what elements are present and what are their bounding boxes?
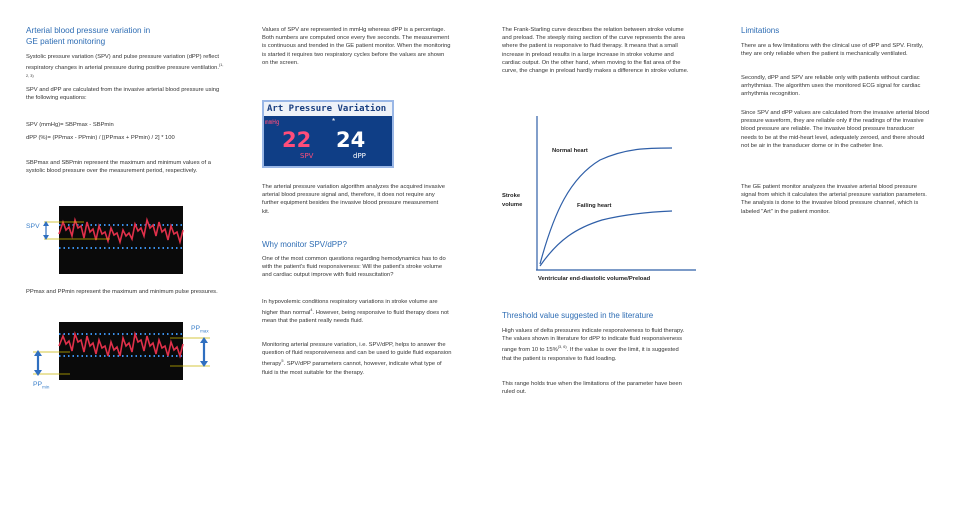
reference: (3, 6) xyxy=(557,345,567,350)
paragraph-threshold: High values of delta pressures indicate responsiveness to fluid therapy. The values shown in literature for dPP to indicate fluid responsiveness range from 10 to 15%$^{(3, 6)}$. If the value is over the limit, it is suggested that the patient is responsive to fluid loading. xyxy=(502,328,685,362)
reference: (1, 2, 3) xyxy=(26,63,224,79)
frank-starling-curve xyxy=(536,116,696,272)
dpp-value: 24 xyxy=(336,128,366,152)
equation-spv: SPV (mmHg)= SBPmax - SBPmin xyxy=(26,122,114,128)
threshold-heading: Threshold value suggested in the literature xyxy=(502,311,654,320)
paragraph-sbp: SBPmax and SBPmin represent the maximum and minimum values of a systolic blood pressure over the measurement period, respectively. xyxy=(26,160,211,175)
failing-heart-curve xyxy=(540,211,672,266)
section-heading-line-2: GE patient monitoring xyxy=(26,37,106,46)
paragraph-intro: Systolic pressure variation (SPV) and pulse pressure variation (dPP) reflect respiratory changes in arterial pressure during positive pressure ventilation.$^{(1, 2, 3)}$ xyxy=(26,54,224,79)
paragraph-limitations-1: There are a few limitations with the clinical use of dPP and SPV. Firstly, they are only reliable when the patient is mechanically ventilated. xyxy=(741,43,924,58)
paragraph-pp: PPmax and PPmin represent the maximum and minimum pulse pressures. xyxy=(26,289,218,295)
limitations-heading: Limitations xyxy=(741,26,780,35)
unit-label: mmHg xyxy=(265,119,280,126)
paragraph-monitoring: Monitoring arterial pressure variation, i.e. SPV/dPP, helps to answer the question of fluid responsiveness and can be used to guide fluid expansion therapy$^5$. SPV/dPP parameters cannot, however, indicate what type of fluid is the most suitable for the therapy. xyxy=(262,342,452,376)
paragraph-limitations-2: Secondly, dPP and SPV are reliable only with patients without cardiac arrhythmias. The algorithm uses the monitored ECG signal for cardiac arrhythmia recognition. xyxy=(741,75,921,98)
pp-min-arrow xyxy=(34,350,42,376)
paragraph-algorithm: The arterial pressure variation algorithm analyzes the acquired invasive arterial blood pressure signal and, therefore, it does not require any further equipment besides the invasive blood pressure measurement kit. xyxy=(262,184,446,215)
paragraph-values: Values of SPV are represented in mmHg whereas dPP is a percentage. Both numbers are computed once every five seconds. The measurement is continuous and trended in the GE patient monitor. When the monitoring is started it requires two respiratory cycles before the values are shown on the screen. xyxy=(262,27,451,66)
star-indicator: * xyxy=(332,117,336,126)
pp-waveform-figure xyxy=(30,322,216,382)
paragraph-frank-starling: The Frank-Starling curve describes the relation between stroke volume and preload. The steeply rising section of the curve represents the area where the patient is responsive to fluid therapy. It means that a small increase in preload results in a large increase in stroke volume and cardiac output. On the other hand, when moving to the flat area of the curve, the change in preload hardly makes a difference in stroke volume. xyxy=(502,27,689,75)
spv-value: 22 xyxy=(282,128,312,152)
paragraph-equations-intro: SPV and dPP are calculated from the invasive arterial blood pressure using the following equations: xyxy=(26,87,220,102)
reference: 5 xyxy=(281,359,284,364)
pp-max-label: $PP_{max}$ xyxy=(191,325,209,334)
paragraph-hypovolemic: In hypovolemic conditions respiratory variations in stroke volume are higher than normal$^4$. However, being responsive to fluid therapy does not mean that the patient really needs fluid. xyxy=(262,299,449,325)
why-monitor-heading: Why monitor SPV/dPP? xyxy=(262,240,347,249)
failing-heart-label: Failing heart xyxy=(577,203,612,209)
x-axis-label: Ventricular end-diastolic volume/Preload xyxy=(538,276,651,282)
pp-max-arrow xyxy=(200,337,208,367)
equation-dpp: dPP (%)= (PPmax - PPmin) / [(PPmax + PPmin) / 2] * 100 xyxy=(26,135,175,141)
display-title: Art Pressure Variation xyxy=(264,102,392,116)
y-axis-label-line-1: Stroke xyxy=(502,193,521,199)
paragraph-range: This range holds true when the limitations of the parameter have been ruled out. xyxy=(502,381,682,396)
spv-value-label: SPV xyxy=(300,152,314,160)
dpp-value-label: dPP xyxy=(353,152,366,160)
art-pressure-variation-display xyxy=(262,100,394,168)
paragraph-fluid-responsiveness: One of the most common questions regarding hemodynamics has to do with the patient's fluid responsiveness: Will the patient's stroke volume and cardiac output improve with fluid resuscitation? xyxy=(262,256,446,279)
section-heading-line-1: Arterial blood pressure variation in xyxy=(26,26,151,35)
spv-waveform-figure xyxy=(40,206,185,276)
paragraph-limitations-4: The GE patient monitor analyzes the invasive arterial blood pressure signal from which it calculates the arterial pressure variation parameters. The analysis is done to the invasive blood pressure channel, which is labeled "Art" in the patient monitor. xyxy=(741,184,927,215)
pp-min-label: $PP_{min}$ xyxy=(33,381,50,390)
spv-label: SPV xyxy=(26,223,40,230)
paragraph-limitations-3: Since SPV and dPP values are calculated from the invasive arterial blood pressure waveform, they are reliable only if the readings of the invasive blood pressure are reliable. The invasive blood pressure transducer needs to be at the mid-heart level, adequately zeroed, and there should not be air in the transducer dome or in the catheter line. xyxy=(741,110,930,149)
y-axis-label-line-2: volume xyxy=(502,202,523,208)
normal-heart-label: Normal heart xyxy=(552,148,588,154)
reference: 4 xyxy=(310,308,313,313)
spv-arrow xyxy=(43,221,49,240)
